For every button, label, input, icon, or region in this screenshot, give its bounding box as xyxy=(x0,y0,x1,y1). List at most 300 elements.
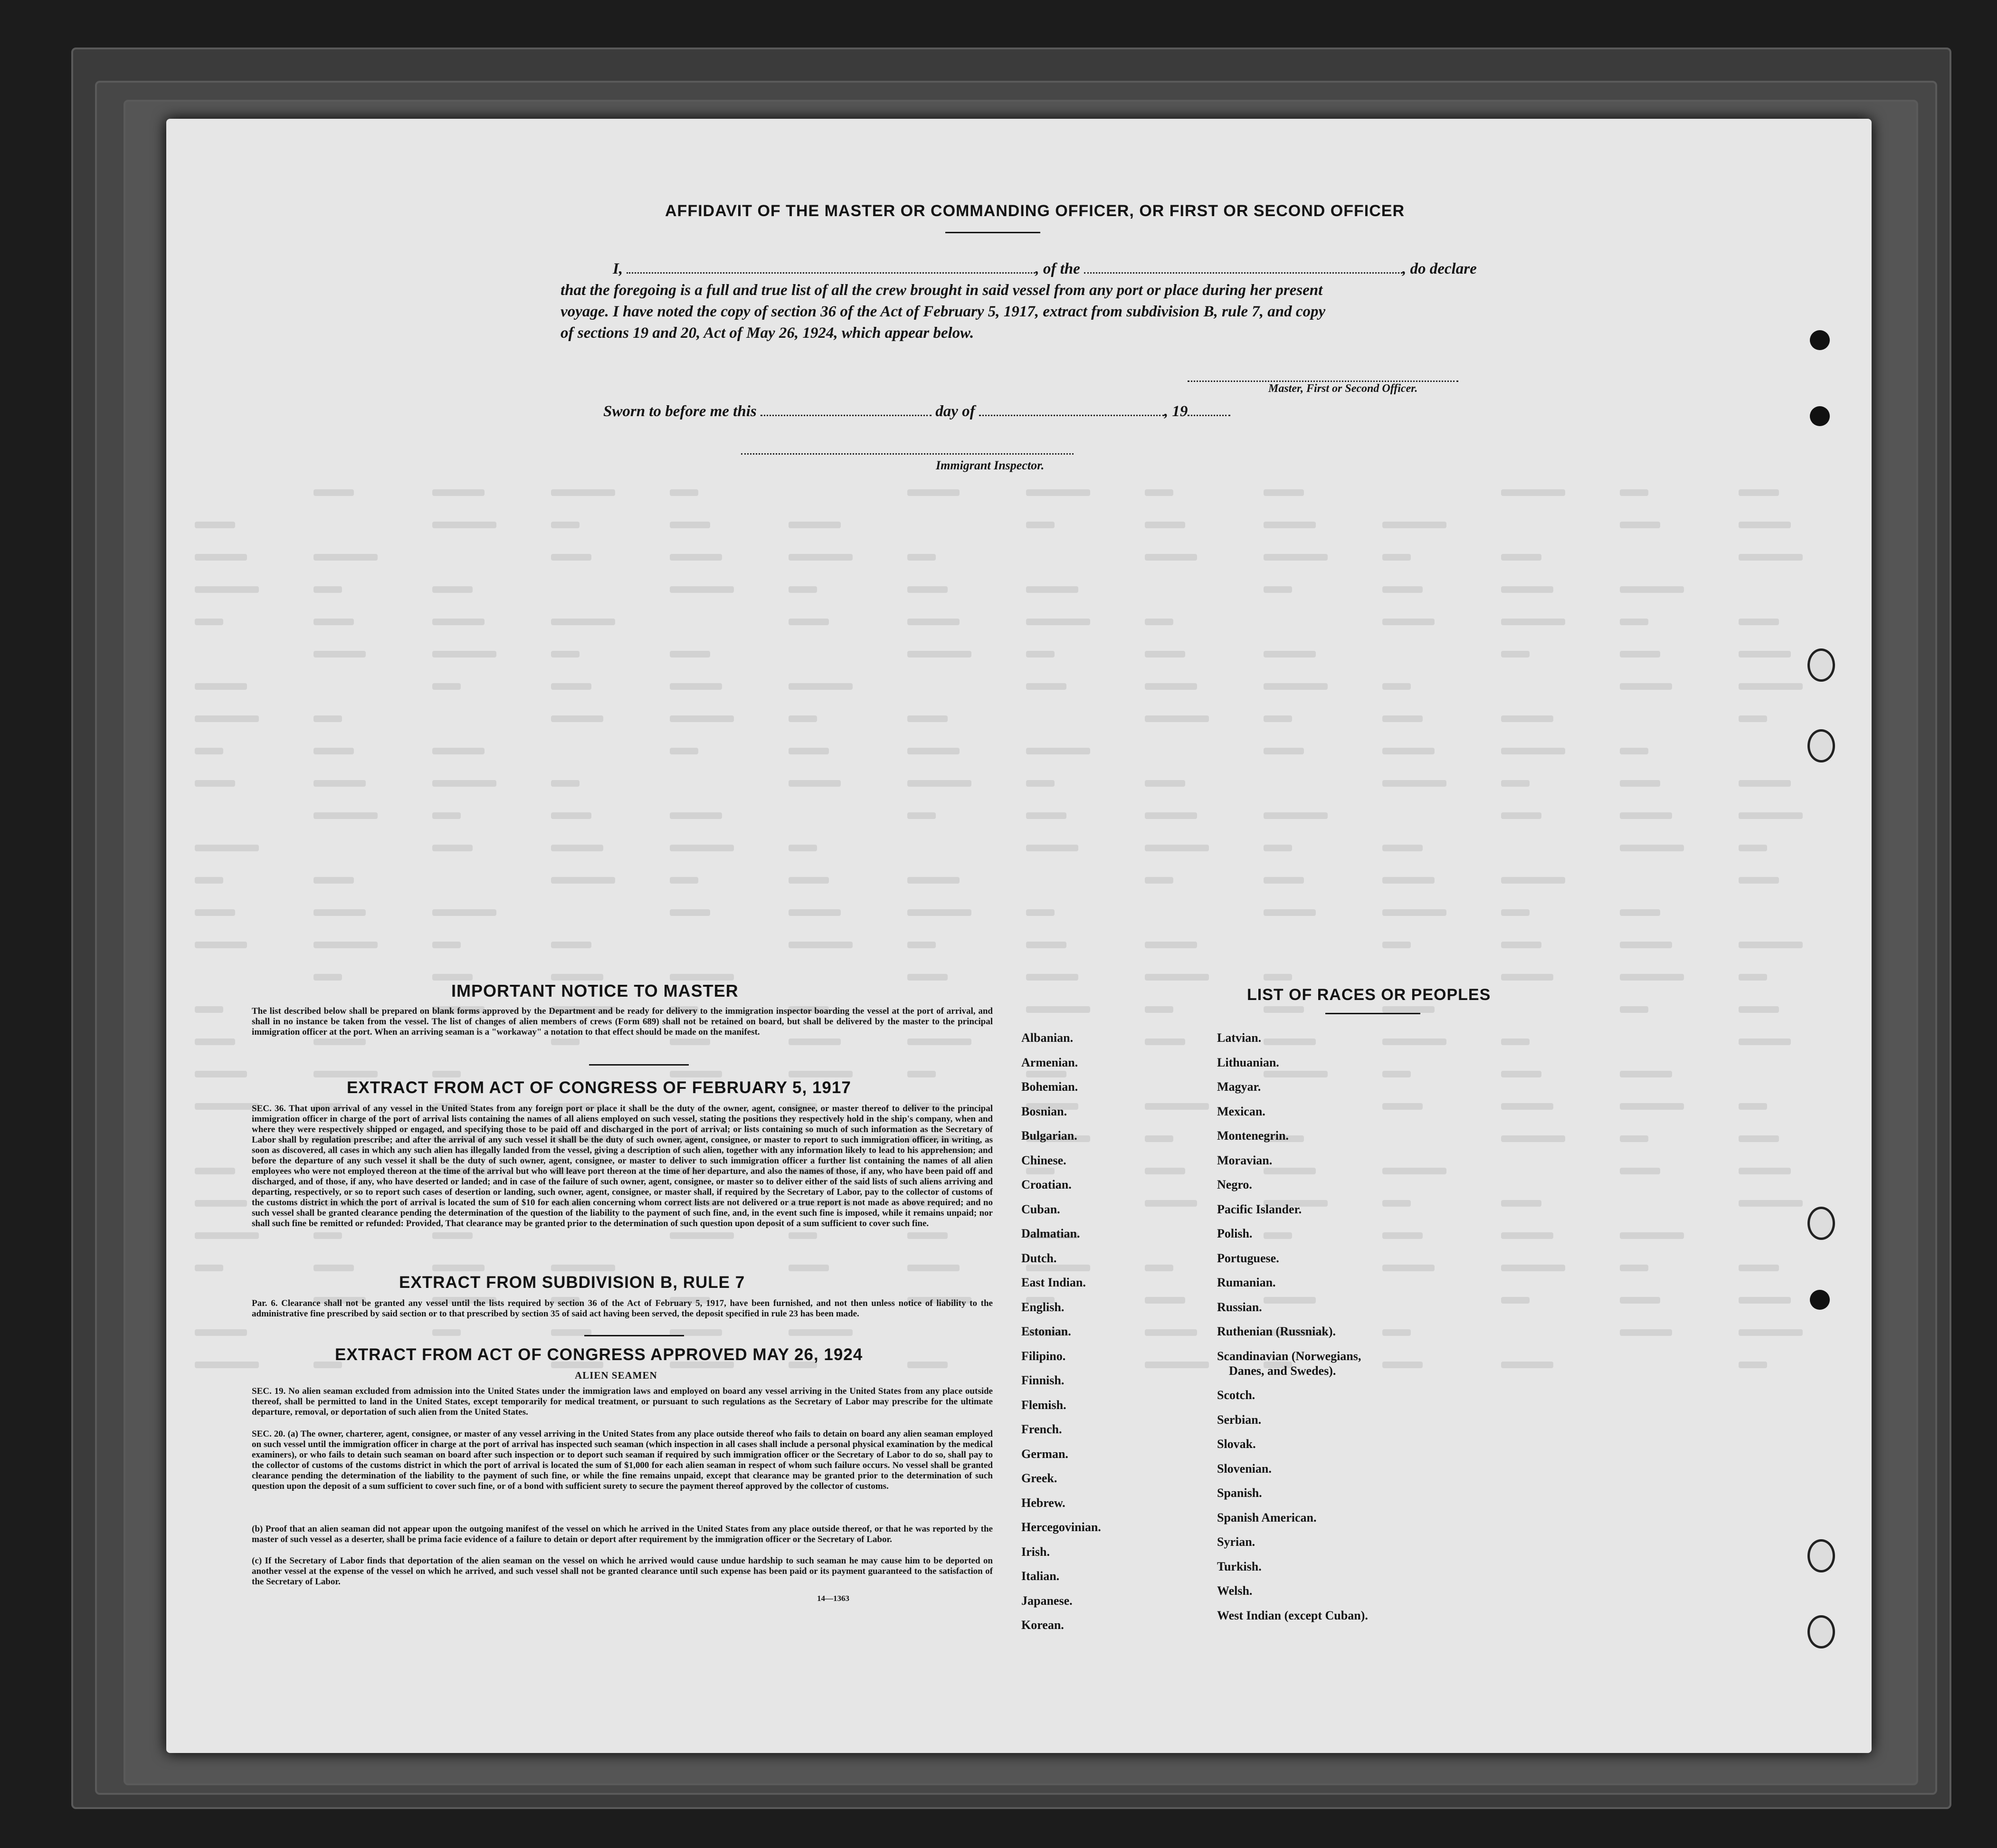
race-item: Serbian. xyxy=(1217,1412,1262,1427)
bleed-through-mark xyxy=(1620,845,1684,851)
bleed-through-mark xyxy=(907,619,960,625)
bleed-through-mark xyxy=(789,554,853,561)
bleed-through-mark xyxy=(1145,489,1173,496)
bleed-through-mark xyxy=(195,942,247,948)
bleed-through-mark xyxy=(195,1329,247,1336)
race-item: Japanese. xyxy=(1021,1593,1073,1608)
bleed-through-mark xyxy=(1026,1168,1055,1174)
bleed-through-mark xyxy=(1026,909,1055,916)
bleed-through-mark xyxy=(1501,909,1530,916)
bleed-through-mark xyxy=(1501,748,1565,754)
bleed-through-mark xyxy=(1264,1168,1316,1174)
bleed-through-mark xyxy=(195,1103,259,1110)
bleed-through-mark xyxy=(432,1265,485,1271)
bleed-through-mark xyxy=(1145,812,1197,819)
sworn-label: Sworn to before me this xyxy=(603,403,757,420)
bleed-through-mark xyxy=(789,522,841,528)
bleed-through-mark xyxy=(1501,1038,1530,1045)
bleed-through-mark xyxy=(789,909,841,916)
race-item: Bohemian. xyxy=(1021,1080,1078,1094)
bleed-through-mark xyxy=(1145,1200,1197,1207)
bleed-through-mark xyxy=(551,974,603,981)
bleed-through-mark xyxy=(195,1362,259,1368)
bleed-through-mark xyxy=(1501,780,1530,787)
bleed-through-mark xyxy=(789,1232,817,1239)
bleed-through-mark xyxy=(1739,812,1803,819)
bleed-through-mark xyxy=(789,748,829,754)
bleed-through-mark xyxy=(1145,522,1185,528)
race-item: West Indian (except Cuban). xyxy=(1217,1608,1368,1622)
bleed-through-mark xyxy=(195,1232,259,1239)
race-item: Albanian. xyxy=(1021,1031,1074,1045)
bleed-through-mark xyxy=(314,780,366,787)
bleed-through-mark xyxy=(907,812,936,819)
bleed-through-mark xyxy=(1620,1006,1648,1013)
bleed-through-mark xyxy=(195,522,235,528)
bleed-through-mark xyxy=(907,748,960,754)
divider xyxy=(589,1064,689,1066)
bleed-through-mark xyxy=(432,974,473,981)
bleed-through-mark xyxy=(670,522,710,528)
bleed-through-mark xyxy=(195,1071,247,1077)
bleed-through-mark xyxy=(1739,554,1803,561)
bleed-through-mark xyxy=(1382,845,1423,851)
bleed-through-mark xyxy=(432,748,485,754)
bleed-through-mark xyxy=(789,1071,853,1077)
bleed-through-mark xyxy=(195,1265,223,1271)
bleed-through-mark xyxy=(1501,1232,1553,1239)
bleed-through-mark xyxy=(1501,1200,1541,1207)
bleed-through-mark xyxy=(314,942,378,948)
bleed-through-mark xyxy=(1501,974,1553,981)
inspector-label: Immigrant Inspector. xyxy=(936,458,1045,472)
bleed-through-mark xyxy=(1026,812,1066,819)
bleed-through-mark xyxy=(1382,748,1435,754)
bleed-through-mark xyxy=(1382,683,1411,690)
race-item: Latvian. xyxy=(1217,1031,1262,1045)
bleed-through-mark xyxy=(432,812,461,819)
bleed-through-mark xyxy=(1382,1265,1435,1271)
bleed-through-mark xyxy=(1382,1168,1446,1174)
bleed-through-mark xyxy=(1501,619,1565,625)
affidavit-line-1 xyxy=(613,260,1477,278)
bleed-through-mark xyxy=(670,909,710,916)
affidavit-i: I, xyxy=(613,260,623,277)
document-page xyxy=(166,119,1872,1753)
affidavit-line-3: voyage. I have noted the copy of section 36 of the Act of February 5, 1917, extract from subdivision B, rule 7, and copy xyxy=(561,303,1326,320)
bleed-through-mark xyxy=(1264,522,1316,528)
ring-hole xyxy=(1807,1207,1835,1240)
punch-hole xyxy=(1810,330,1830,350)
bleed-through-mark xyxy=(551,812,591,819)
race-item: Bulgarian. xyxy=(1021,1129,1077,1143)
race-item: Ruthenian (Russniak). xyxy=(1217,1324,1336,1338)
race-item: German. xyxy=(1021,1447,1068,1461)
bleed-through-mark xyxy=(314,1071,378,1077)
bleed-through-mark xyxy=(1264,974,1292,981)
bleed-through-mark xyxy=(432,522,496,528)
bleed-through-mark xyxy=(1620,1297,1660,1304)
bleed-through-mark xyxy=(1264,877,1304,884)
bleed-through-mark xyxy=(789,942,853,948)
bleed-through-mark xyxy=(789,845,817,851)
bleed-through-mark xyxy=(1145,1135,1173,1142)
bleed-through-mark xyxy=(1620,909,1660,916)
affidavit-line-2: that the foregoing is a full and true list of all the crew brought in said vessel from any port or place during her present xyxy=(561,282,1323,299)
punch-hole xyxy=(1810,406,1830,426)
bleed-through-mark xyxy=(314,586,342,593)
race-item: Irish. xyxy=(1021,1544,1050,1559)
bleed-through-mark xyxy=(1382,619,1435,625)
bleed-through-mark xyxy=(195,683,247,690)
race-item: Negro. xyxy=(1217,1178,1252,1191)
race-item: Syrian. xyxy=(1217,1535,1255,1549)
bleed-through-mark xyxy=(1382,1038,1446,1045)
bleed-through-mark xyxy=(314,974,342,981)
bleed-through-mark xyxy=(907,942,936,948)
bleed-through-mark xyxy=(670,651,710,657)
bleed-through-mark xyxy=(1501,554,1541,561)
form-number: 14—1363 xyxy=(817,1594,849,1603)
bleed-through-mark xyxy=(314,748,354,754)
bleed-through-mark xyxy=(432,780,496,787)
bleed-through-mark xyxy=(907,1362,948,1368)
bleed-through-mark xyxy=(1620,1135,1648,1142)
bleed-through-mark xyxy=(1264,1038,1316,1045)
bleed-through-mark xyxy=(195,715,259,722)
affidavit-title: AFFIDAVIT OF THE MASTER OR COMMANDING OFFICER, OR FIRST OR SECOND OFFICER xyxy=(665,202,1405,220)
bleed-through-mark xyxy=(1264,489,1304,496)
section-20c: (c) If the Secretary of Labor finds that deportation of the alien seaman on the vessel on which he arrived would cause undue hardship to such seaman he may cause him to be deported on another vessel at the expense of the vessel on which he arrived, and such vessel shall not be granted clearance until such expense has been paid or its payment guaranteed to the satisfaction of the Secretary of Labor. xyxy=(252,1556,993,1587)
bleed-through-mark xyxy=(1145,1329,1197,1336)
bleed-through-mark xyxy=(1264,748,1304,754)
inspector-signature-field[interactable] xyxy=(741,442,1074,455)
race-item: Dalmatian. xyxy=(1021,1227,1080,1240)
bleed-through-mark xyxy=(1382,1200,1411,1207)
bleed-through-mark xyxy=(195,1200,247,1207)
master-signature-field[interactable] xyxy=(1188,369,1458,382)
race-item: Croatian. xyxy=(1021,1178,1072,1191)
bleed-through-mark xyxy=(551,619,615,625)
bleed-through-mark xyxy=(1739,522,1791,528)
bleed-through-mark xyxy=(195,586,259,593)
bleed-through-mark xyxy=(432,909,496,916)
bleed-through-mark xyxy=(1145,1362,1209,1368)
rule7-body: Par. 6. Clearance shall not be granted any vessel until the lists required by section 36 of the Act of February 5, 1917, have been furnished, and not then unless notice of liability to the administrative fine prescribed by said section or to that prescribed by section 35 of said act having been served, the deposit specified in rule 23 has been made. xyxy=(252,1298,993,1319)
bleed-through-mark xyxy=(432,1071,461,1077)
divider xyxy=(1325,1013,1420,1014)
bleed-through-mark xyxy=(1145,651,1185,657)
race-item: Welsh. xyxy=(1217,1584,1253,1598)
sworn-line xyxy=(603,403,1230,420)
bleed-through-mark xyxy=(1382,1362,1423,1368)
bleed-through-mark xyxy=(195,877,223,884)
bleed-through-mark xyxy=(907,554,936,561)
sworn-month-field[interactable] xyxy=(979,403,1164,416)
bleed-through-mark xyxy=(551,522,580,528)
bleed-through-mark xyxy=(432,586,473,593)
bleed-through-mark xyxy=(907,780,971,787)
bleed-through-mark xyxy=(1382,942,1411,948)
bleed-through-mark xyxy=(789,586,817,593)
notice-body: The list described below shall be prepared on blank forms approved by the Department and be ready for delivery to the immigration inspector boarding the vessel at the port of arrival, and shall in no instance be taken from the vessel. The list of changes of alien members of crews (Form 689) shall not be retained on board, but shall be delivered by the master to the principal immigration officer at the port. When an arriving seaman is a "workaway" a notation to that effect should be made on the manifest. xyxy=(252,1006,993,1037)
bleed-through-mark xyxy=(1145,1038,1185,1045)
bleed-through-mark xyxy=(1501,715,1553,722)
bleed-through-mark xyxy=(195,748,223,754)
bleed-through-mark xyxy=(195,1168,235,1174)
bleed-through-mark xyxy=(195,1038,235,1045)
bleed-through-mark xyxy=(1620,1232,1684,1239)
bleed-through-mark xyxy=(432,619,485,625)
bleed-through-mark xyxy=(1620,780,1660,787)
bleed-through-mark xyxy=(1145,780,1185,787)
year-label: , 19 xyxy=(1164,403,1188,420)
bleed-through-mark xyxy=(789,1329,853,1336)
bleed-through-mark xyxy=(1620,812,1672,819)
bleed-through-mark xyxy=(1620,683,1672,690)
ring-hole xyxy=(1807,729,1835,762)
bleed-through-mark xyxy=(195,554,247,561)
bleed-through-mark xyxy=(1026,1265,1090,1271)
bleed-through-mark xyxy=(432,942,461,948)
bleed-through-mark xyxy=(907,489,960,496)
bleed-through-mark xyxy=(551,780,580,787)
bleed-through-mark xyxy=(1026,522,1055,528)
bleed-through-mark xyxy=(670,748,698,754)
race-item: Finnish. xyxy=(1021,1373,1065,1387)
bleed-through-mark xyxy=(1145,877,1173,884)
bleed-through-mark xyxy=(1026,683,1066,690)
race-item: Hercegovinian. xyxy=(1021,1520,1101,1534)
race-item: Turkish. xyxy=(1217,1559,1262,1573)
bleed-through-mark xyxy=(1620,586,1684,593)
affidavit-declare: , do declare xyxy=(1402,260,1477,277)
bleed-through-mark xyxy=(314,1265,354,1271)
section-19: SEC. 19. No alien seaman excluded from admission into the United States under the immigration laws and employed on board any vessel arriving in the United States from any place outside thereof, shall be permitted to land in the United States, except temporarily for medical treatment, or pursuant to such regulations as the Secretary of Labor may prescribe for the ultimate departure, removal, or deportation of such alien from the United States. xyxy=(252,1386,993,1417)
bleed-through-mark xyxy=(1145,974,1209,981)
bleed-through-mark xyxy=(1145,554,1197,561)
bleed-through-mark xyxy=(1501,1103,1553,1110)
bleed-through-mark xyxy=(1501,877,1565,884)
bleed-through-mark xyxy=(789,619,829,625)
bleed-through-mark xyxy=(670,877,698,884)
bleed-through-mark xyxy=(789,1038,841,1045)
race-item: Spanish. xyxy=(1217,1486,1262,1500)
vessel-name-field[interactable] xyxy=(1084,261,1402,274)
bleed-through-mark xyxy=(1145,715,1209,722)
divider xyxy=(584,1335,684,1336)
ring-hole xyxy=(1807,1615,1835,1648)
bleed-through-mark xyxy=(907,586,948,593)
bleed-through-mark xyxy=(670,1038,710,1045)
bleed-through-mark xyxy=(432,651,496,657)
bleed-through-mark xyxy=(1145,1103,1209,1110)
bleed-through-mark xyxy=(670,812,722,819)
bleed-through-mark xyxy=(1501,812,1541,819)
bleed-through-mark xyxy=(1739,683,1803,690)
bleed-through-mark xyxy=(1145,845,1209,851)
race-item: Greek. xyxy=(1021,1471,1057,1485)
race-item: Chinese. xyxy=(1021,1153,1066,1167)
bleed-through-mark xyxy=(1382,586,1423,593)
extract-1917-body: SEC. 36. That upon arrival of any vessel in the United States from any foreign port or place it shall be the duty of the owner, agent, consignee, or master thereof to deliver to the principal immigration officer in charge of the port of arrival lists containing the names of all aliens employed on such vessel, stating the positions they respectively hold in the ship's company, when and where they were respectively shipped or engaged, and specifying those to be paid off and discharged in the port of arrival; or lists containing so much of such information as the Secretary of Labor shall by regulation prescribe; and after the arrival of any such vessel it shall be the duty of such owner, agent, consignee, or master to report to such immigration officer, in writing, as soon as discovered, all cases in which any such alien has illegally landed from the vessel, giving a description of such alien, together with any information likely to lead to his apprehension; and before the departure of any such vessel it shall be the duty of such owner, agent, consignee, or master to deliver to such immigration officer a further list containing the names of all alien employees who were not employed thereon at the time of the arrival but who will leave port thereon at the time of her departure, and also the names of those, if any, who have been paid off and discharged, and of those, if any, who have deserted or landed; and in case of the failure of such owner, agent, consignee, or master so to deliver either of the said lists of such aliens arriving and departing, respectively, or so to report such cases of desertion or landing, such owner, agent, consignee, or master shall, if required by the Secretary of Labor, pay to the collector of customs of the customs district in which the port of arrival is located the sum of $10 for each alien concerning whom correct lists are not delivered or a true report is not made as above required; and no such vessel shall be granted clearance pending the determination of the question of the liability to the payment of such fine, and, in the event such fine is imposed, while it remains unpaid; nor shall such fine be remitted or refunded: Provided, That clearance may be granted prior to the determination of such question upon deposit of a sum sufficient to cover such fine. xyxy=(252,1104,993,1229)
bleed-through-mark xyxy=(1382,1329,1411,1336)
race-item: Estonian. xyxy=(1021,1324,1071,1338)
bleed-through-mark xyxy=(551,489,615,496)
bleed-through-mark xyxy=(1026,748,1090,754)
bleed-through-mark xyxy=(1620,748,1648,754)
bleed-through-mark xyxy=(1739,780,1791,787)
bleed-through-mark xyxy=(670,1232,734,1239)
bleed-through-mark xyxy=(551,554,591,561)
bleed-through-mark xyxy=(1501,1135,1565,1142)
bleed-through-mark xyxy=(1501,1297,1530,1304)
bleed-through-mark xyxy=(314,651,366,657)
bleed-through-mark xyxy=(907,1071,936,1077)
bleed-through-mark xyxy=(1620,651,1660,657)
bleed-through-mark xyxy=(1145,1006,1173,1013)
bleed-through-mark xyxy=(1620,1329,1672,1336)
extract-1917-title: EXTRACT FROM ACT OF CONGRESS OF FEBRUARY 5, 1917 xyxy=(347,1078,851,1097)
bleed-through-mark xyxy=(1382,780,1446,787)
bleed-through-mark xyxy=(789,715,817,722)
master-name-field[interactable] xyxy=(627,261,1035,274)
race-item: Mexican. xyxy=(1217,1104,1265,1118)
bleed-through-mark xyxy=(1264,1071,1328,1077)
race-item: Moravian. xyxy=(1217,1153,1273,1167)
bleed-through-mark xyxy=(1264,1006,1304,1013)
alien-seamen-subtitle: ALIEN SEAMEN xyxy=(575,1370,657,1381)
bleed-through-mark xyxy=(1382,522,1446,528)
bleed-through-mark xyxy=(1026,1071,1066,1077)
race-item: Pacific Islander. xyxy=(1217,1202,1302,1216)
bleed-through-mark xyxy=(670,683,722,690)
bleed-through-mark xyxy=(314,715,342,722)
race-item: Hebrew. xyxy=(1021,1496,1065,1510)
race-item: Korean. xyxy=(1021,1618,1064,1632)
race-item: East Indian. xyxy=(1021,1276,1086,1289)
bleed-through-mark xyxy=(195,619,223,625)
race-item: Italian. xyxy=(1021,1569,1060,1583)
bleed-through-mark xyxy=(1264,715,1292,722)
races-title: LIST OF RACES OR PEOPLES xyxy=(1247,986,1491,1004)
bleed-through-mark xyxy=(1620,974,1684,981)
master-signature-label: Master, First or Second Officer. xyxy=(1268,382,1418,395)
bleed-through-mark xyxy=(551,845,603,851)
bleed-through-mark xyxy=(1264,651,1316,657)
bleed-through-mark xyxy=(670,554,722,561)
bleed-through-mark xyxy=(1264,845,1292,851)
section-20a: SEC. 20. (a) The owner, charterer, agent, consignee, or master of any vessel arriving in the United States from any place outside thereof who fails to detain on board any alien seaman employed on such vessel until the immigration officer in charge at the port of arrival has inspected such seaman (which inspection in all cases shall include a personal physical examination by the medical examiners), or who fails to detain such seaman on board after such inspection or to deport such seaman if required by such immigration officer or the Secretary of Labor to do so, shall pay to the collector of customs of the customs district in which the port of arrival is located the sum of $1,000 for each alien seaman in respect of whom such failure occurs. No vessel shall be granted clearance pending the determination of the liability to the payment of such fine, or while the fine remains unpaid, except that clearance may be granted prior to the determination of such question upon the deposit of a sum sufficient to cover such fine, or of a bond with sufficient surety to secure the payment thereof approved by the collector of customs. xyxy=(252,1429,993,1491)
bleed-through-mark xyxy=(670,715,734,722)
bleed-through-mark xyxy=(551,942,591,948)
divider xyxy=(945,232,1040,233)
bleed-through-mark xyxy=(1739,619,1779,625)
bleed-through-mark xyxy=(1620,1265,1648,1271)
race-item: Slovenian. xyxy=(1217,1461,1272,1476)
bleed-through-mark xyxy=(195,909,235,916)
bleed-through-mark xyxy=(1382,877,1435,884)
bleed-through-mark xyxy=(1739,1006,1779,1013)
bleed-through-mark xyxy=(1739,974,1767,981)
bleed-through-mark xyxy=(432,845,473,851)
bleed-through-mark xyxy=(1382,554,1411,561)
race-item: Russian. xyxy=(1217,1300,1262,1314)
bleed-through-mark xyxy=(314,489,354,496)
bleed-through-mark xyxy=(314,877,354,884)
sworn-day-field[interactable] xyxy=(761,403,932,416)
bleed-through-mark xyxy=(1739,1200,1803,1207)
bleed-through-mark xyxy=(1620,1103,1684,1110)
bleed-through-mark xyxy=(1382,1232,1423,1239)
bleed-through-mark xyxy=(1739,1135,1779,1142)
bleed-through-mark xyxy=(670,586,734,593)
bleed-through-mark xyxy=(1145,942,1197,948)
bleed-through-mark xyxy=(1739,1265,1779,1271)
bleed-through-mark xyxy=(1145,1168,1185,1174)
sworn-year-field[interactable] xyxy=(1188,403,1230,416)
notice-title: IMPORTANT NOTICE TO MASTER xyxy=(451,981,739,1000)
bleed-through-mark xyxy=(195,1006,223,1013)
bleed-through-mark xyxy=(314,1038,366,1045)
bleed-through-mark xyxy=(1026,489,1090,496)
bleed-through-mark xyxy=(195,780,235,787)
bleed-through-mark xyxy=(195,845,259,851)
bleed-through-mark xyxy=(314,812,378,819)
ring-hole xyxy=(1807,1539,1835,1572)
bleed-through-mark xyxy=(1501,1071,1541,1077)
bleed-through-mark xyxy=(1501,1265,1565,1271)
bleed-through-mark xyxy=(1264,1297,1316,1304)
bleed-through-mark xyxy=(670,974,734,981)
race-item: English. xyxy=(1021,1300,1065,1314)
bleed-through-mark xyxy=(1739,651,1791,657)
ring-hole xyxy=(1807,648,1835,682)
bleed-through-mark xyxy=(1620,619,1648,625)
bleed-through-mark xyxy=(314,1232,342,1239)
bleed-through-mark xyxy=(1264,683,1328,690)
bleed-through-mark xyxy=(907,1265,960,1271)
bleed-through-mark xyxy=(907,651,971,657)
race-item: Portuguese. xyxy=(1217,1251,1279,1265)
bleed-through-mark xyxy=(432,1329,461,1336)
bleed-through-mark xyxy=(551,1038,580,1045)
bleed-through-mark xyxy=(670,845,734,851)
race-item: Polish. xyxy=(1217,1227,1253,1240)
bleed-through-mark xyxy=(551,683,591,690)
race-item: Filipino. xyxy=(1021,1349,1066,1363)
bleed-through-mark xyxy=(1026,651,1055,657)
bleed-through-mark xyxy=(1739,489,1779,496)
race-item: Cuban. xyxy=(1021,1202,1060,1216)
bleed-through-mark xyxy=(1739,715,1767,722)
bleed-through-mark xyxy=(1620,942,1672,948)
bleed-through-mark xyxy=(432,489,485,496)
bleed-through-mark xyxy=(1739,1297,1791,1304)
bleed-through-mark xyxy=(1145,683,1197,690)
bleed-through-mark xyxy=(1501,586,1553,593)
race-item: Slovak. xyxy=(1217,1437,1256,1451)
bleed-through-mark xyxy=(1026,780,1055,787)
bleed-through-mark xyxy=(1264,909,1316,916)
bleed-through-mark xyxy=(1739,1362,1767,1368)
bleed-through-mark xyxy=(1145,619,1173,625)
bleed-through-mark xyxy=(907,1232,948,1239)
bleed-through-mark xyxy=(907,877,960,884)
bleed-through-mark xyxy=(907,909,971,916)
bleed-through-mark xyxy=(314,554,378,561)
bleed-through-mark xyxy=(1620,522,1660,528)
